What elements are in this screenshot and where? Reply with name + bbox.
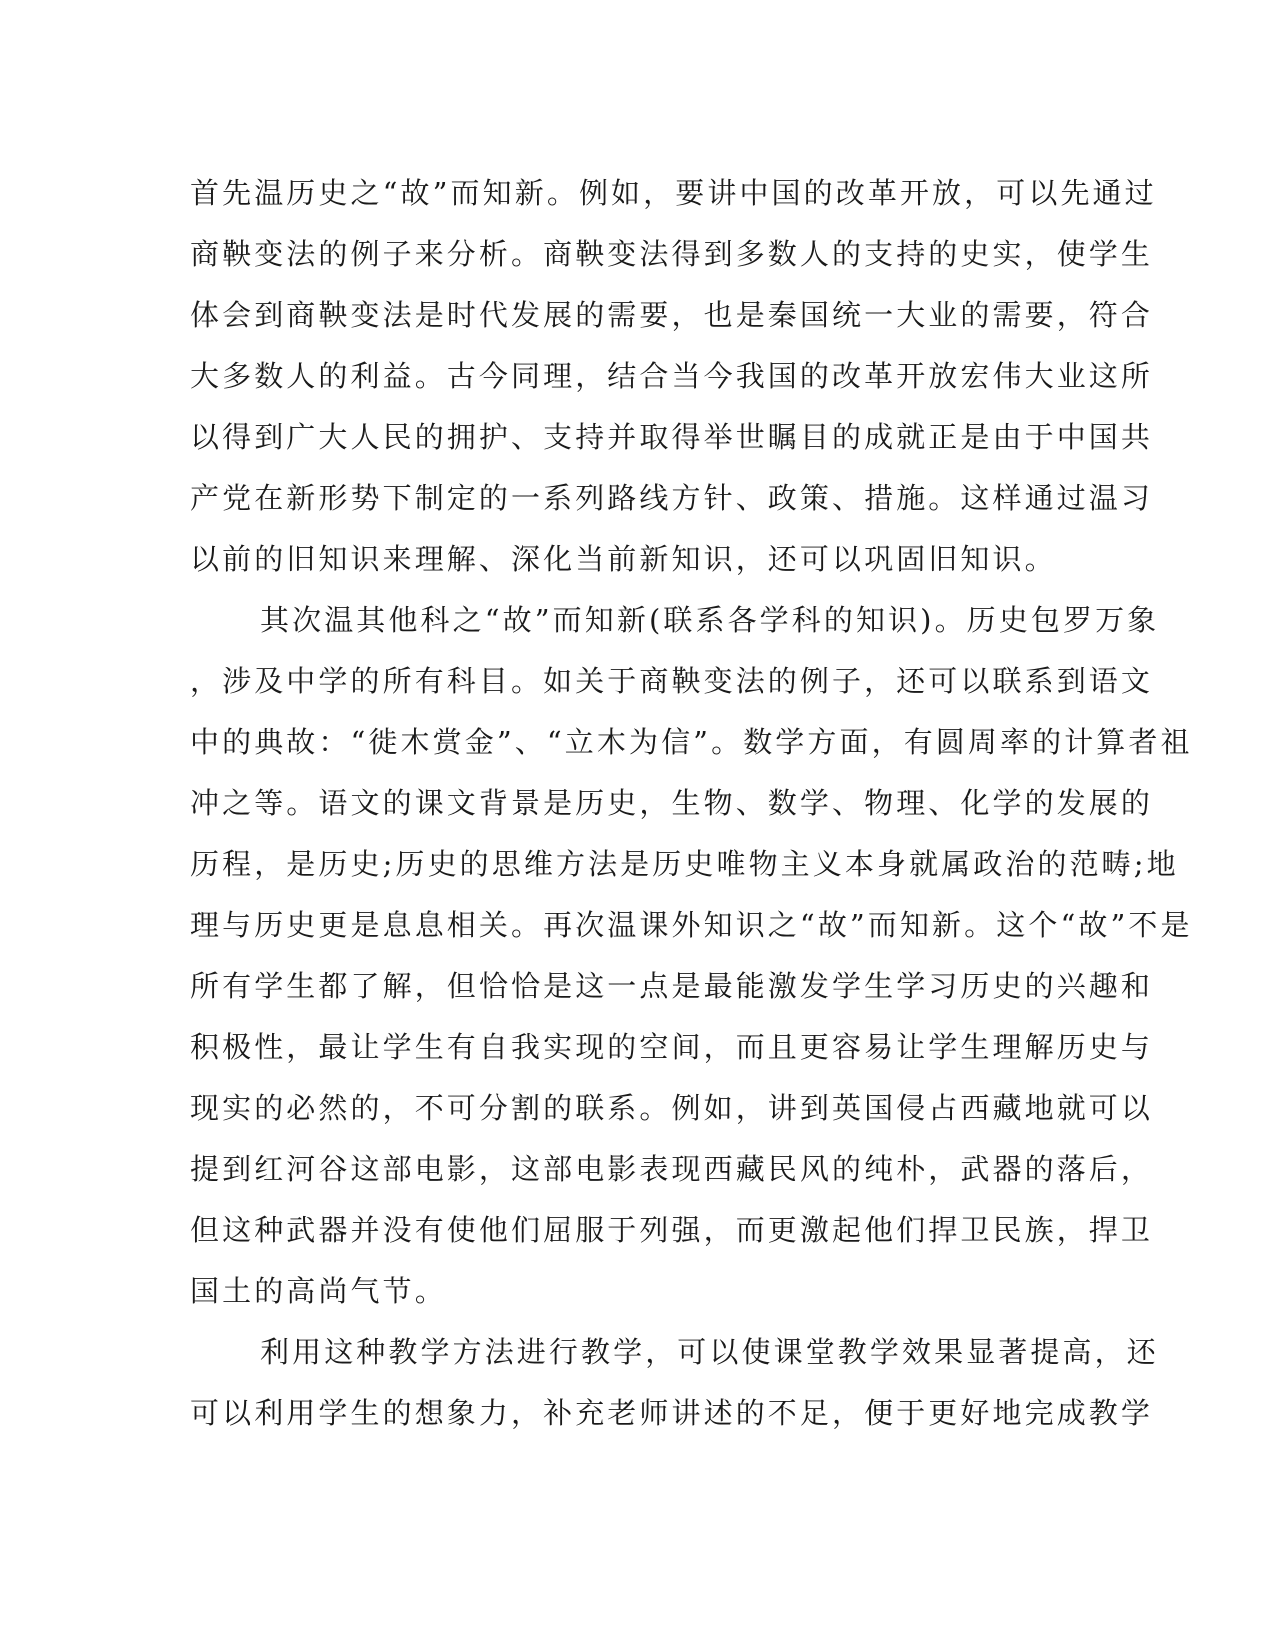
text-line: 以前的旧知识来理解、深化当前新知识，还可以巩固旧知识。 bbox=[190, 542, 1057, 576]
text-line: 但这种武器并没有使他们屈服于列强，而更激起他们捍卫民族，捍卫 bbox=[190, 1213, 1154, 1247]
text-line: 国土的高尚气节。 bbox=[190, 1274, 447, 1308]
text-line: 可以利用学生的想象力，补充老师讲述的不足，便于更好地完成教学 bbox=[190, 1396, 1154, 1430]
text-line: 以得到广大人民的拥护、支持并取得举世瞩目的成就正是由于中国共 bbox=[190, 420, 1154, 454]
text-line: 现实的必然的，不可分割的联系。例如，讲到英国侵占西藏地就可以 bbox=[190, 1091, 1154, 1125]
text-line: 积极性，最让学生有自我实现的空间，而且更容易让学生理解历史与 bbox=[190, 1030, 1154, 1064]
text-line: ，涉及中学的所有科目。如关于商鞅变法的例子，还可以联系到语文 bbox=[190, 664, 1154, 698]
text-line: 大多数人的利益。古今同理，结合当今我国的改革开放宏伟大业这所 bbox=[190, 359, 1154, 393]
text-line: 商鞅变法的例子来分析。商鞅变法得到多数人的支持的史实，使学生 bbox=[190, 237, 1154, 271]
text-line: 冲之等。语文的课文背景是历史，生物、数学、物理、化学的发展的 bbox=[190, 786, 1154, 820]
paragraph-first-line: 利用这种教学方法进行教学，可以使课堂教学效果显著提高，还 bbox=[260, 1335, 1159, 1369]
text-line: 中的典故：“徙木赏金”、“立木为信”。数学方面，有圆周率的计算者祖 bbox=[190, 725, 1193, 759]
paragraph-first-line: 其次温其他科之“故”而知新(联系各学科的知识)。历史包罗万象 bbox=[260, 603, 1160, 637]
text-line: 提到红河谷这部电影，这部电影表现西藏民风的纯朴，武器的落后， bbox=[190, 1152, 1154, 1186]
text-line: 理与历史更是息息相关。再次温课外知识之“故”而知新。这个“故”不是 bbox=[190, 908, 1193, 942]
text-line: 所有学生都了解，但恰恰是这一点是最能激发学生学习历史的兴趣和 bbox=[190, 969, 1154, 1003]
text-line: 体会到商鞅变法是时代发展的需要，也是秦国统一大业的需要，符合 bbox=[190, 298, 1154, 332]
text-line: 首先温历史之“故”而知新。例如，要讲中国的改革开放，可以先通过 bbox=[190, 176, 1157, 210]
body-text bbox=[190, 163, 1193, 1444]
text-line: 历程，是历史;历史的思维方法是历史唯物主义本身就属政治的范畴;地 bbox=[190, 847, 1179, 881]
text-line: 产党在新形势下制定的一系列路线方针、政策、措施。这样通过温习 bbox=[190, 481, 1154, 515]
